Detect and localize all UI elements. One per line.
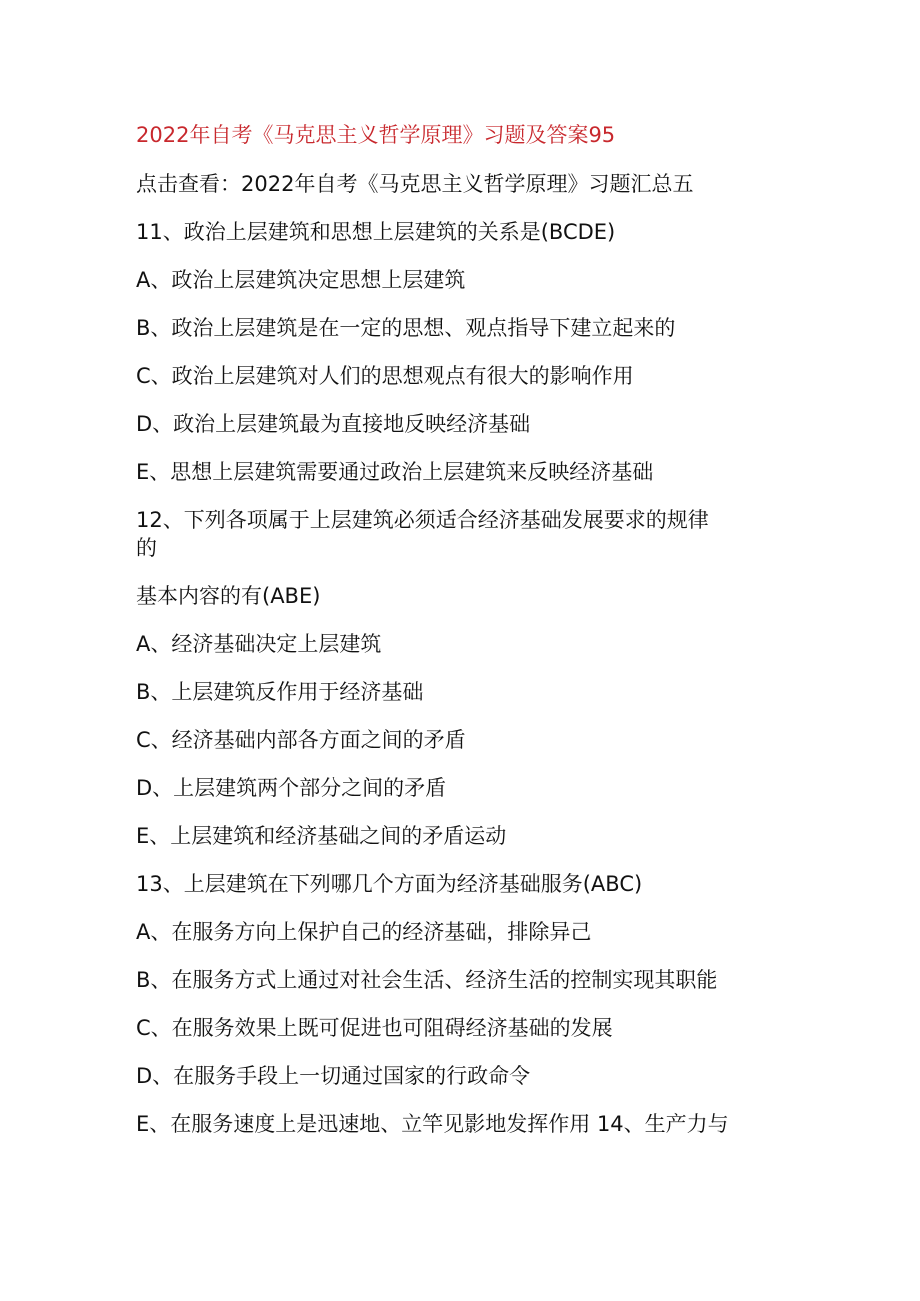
question-13-option-d: D、在服务手段上一切通过国家的行政命令 — [136, 1064, 531, 1088]
document-title: 2022年自考《马克思主义哲学原理》习题及答案95 — [136, 123, 616, 147]
question-11-option-b: B、政治上层建筑是在一定的思想、观点指导下建立起来的 — [136, 316, 676, 340]
question-11-stem: 11、政治上层建筑和思想上层建筑的关系是(BCDE) — [136, 220, 616, 244]
question-13-option-b: B、在服务方式上通过对社会生活、经济生活的控制实现其职能 — [136, 968, 718, 992]
question-12-option-c: C、经济基础内部各方面之间的矛盾 — [136, 728, 466, 752]
question-12-option-a: A、经济基础决定上层建筑 — [136, 632, 382, 656]
question-13-option-a: A、在服务方向上保护自己的经济基础，排除异己 — [136, 920, 592, 944]
question-12-option-d: D、上层建筑两个部分之间的矛盾 — [136, 776, 447, 800]
question-12-stem-line-2: 的 — [136, 536, 157, 560]
question-13-option-e: E、在服务速度上是迅速地、立竿见影地发挥作用 14、生产力与 — [136, 1112, 729, 1136]
question-11-option-a: A、政治上层建筑决定思想上层建筑 — [136, 268, 466, 292]
question-11-option-e: E、思想上层建筑需要通过政治上层建筑来反映经济基础 — [136, 460, 654, 484]
question-12-option-e: E、上层建筑和经济基础之间的矛盾运动 — [136, 824, 507, 848]
question-12-stem-line-1: 12、下列各项属于上层建筑必须适合经济基础发展要求的规律 — [136, 508, 709, 532]
question-12-option-b: B、上层建筑反作用于经济基础 — [136, 680, 424, 704]
question-11-option-c: C、政治上层建筑对人们的思想观点有很大的影响作用 — [136, 364, 634, 388]
question-13-stem: 13、上层建筑在下列哪几个方面为经济基础服务(ABC) — [136, 872, 643, 896]
question-11-option-d: D、政治上层建筑最为直接地反映经济基础 — [136, 412, 531, 436]
question-12-stem-line-3: 基本内容的有(ABE) — [136, 584, 321, 608]
document-body — [136, 121, 796, 1138]
view-summary-link[interactable]: 点击查看：2022年自考《马克思主义哲学原理》习题汇总五 — [136, 172, 694, 196]
question-13-option-c: C、在服务效果上既可促进也可阻碍经济基础的发展 — [136, 1016, 613, 1040]
